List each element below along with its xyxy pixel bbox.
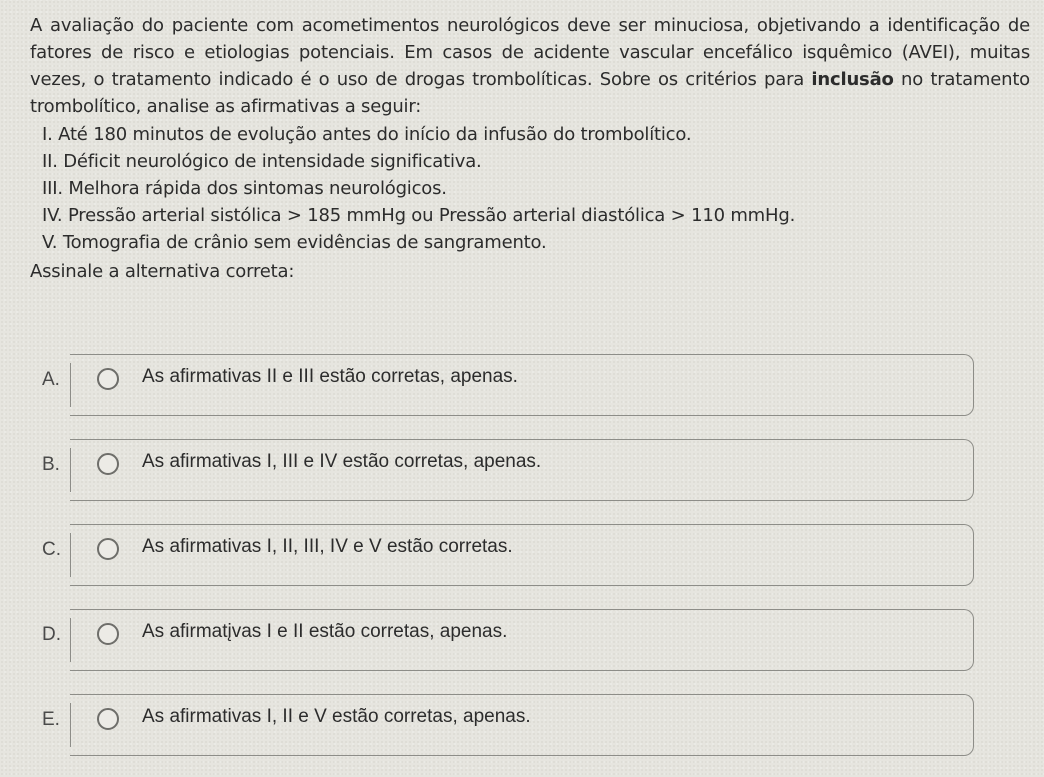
- radio-circle-icon[interactable]: [97, 453, 119, 475]
- answer-options: [42, 344, 977, 769]
- option-text[interactable]: As afirmativas I, II e V estão corretas, apenas.: [142, 706, 531, 727]
- instruction-text: Assinale a alternativa correta:: [30, 261, 295, 282]
- option-letter: C.: [42, 539, 61, 560]
- option-e[interactable]: [42, 684, 977, 746]
- option-c[interactable]: [42, 514, 977, 576]
- stem-text-part1: A avaliação do paciente com acometimentos neurológicos deve ser minuciosa, objetivando a identificação de fatores de risco e etiologias potenciais. Em casos de acidente vascular encefálico isquêmico (AVEI), muitas vezes, o tratamento indicado é o uso de drogas trombolíticas. Sobre os critérios para: [30, 15, 1030, 90]
- question-block: [30, 12, 1030, 285]
- statement-item-3: III. Melhora rápida dos sintomas neurológicos.: [42, 178, 447, 199]
- statement-item-1: I. Até 180 minutos de evolução antes do início da infusão do trombolítico.: [42, 124, 692, 145]
- option-letter: B.: [42, 454, 60, 475]
- radio-circle-icon[interactable]: [97, 623, 119, 645]
- option-text[interactable]: As afirmatįvas I e II estão corretas, apenas.: [142, 621, 508, 642]
- option-a[interactable]: [42, 344, 977, 406]
- statement-item-2: II. Déficit neurológico de intensidade significativa.: [42, 151, 482, 172]
- option-text[interactable]: As afirmativas I, III e IV estão corretas, apenas.: [142, 451, 542, 472]
- option-b[interactable]: [42, 429, 977, 491]
- statement-item-5: V. Tomografia de crânio sem evidências de sangramento.: [42, 232, 547, 253]
- radio-circle-icon[interactable]: [97, 538, 119, 560]
- option-d[interactable]: [42, 599, 977, 661]
- stem-text-part2: no tratamento trombolítico, analise as afirmativas a seguir:: [30, 69, 1030, 117]
- stem-emphasis: inclusão: [811, 69, 894, 90]
- question-stem: [30, 12, 1030, 120]
- option-text[interactable]: As afirmativas I, II, III, IV e V estão corretas.: [142, 536, 513, 557]
- radio-circle-icon[interactable]: [97, 368, 119, 390]
- statement-list: [30, 121, 1030, 256]
- option-letter: A.: [42, 369, 60, 390]
- option-text[interactable]: As afirmativas II e III estão corretas, apenas.: [142, 366, 518, 387]
- statement-item-4: IV. Pressão arterial sistólica > 185 mmHg ou Pressão arterial diastólica > 110 mmHg.: [42, 205, 796, 226]
- option-letter: D.: [42, 624, 61, 645]
- radio-circle-icon[interactable]: [97, 708, 119, 730]
- option-letter: E.: [42, 709, 60, 730]
